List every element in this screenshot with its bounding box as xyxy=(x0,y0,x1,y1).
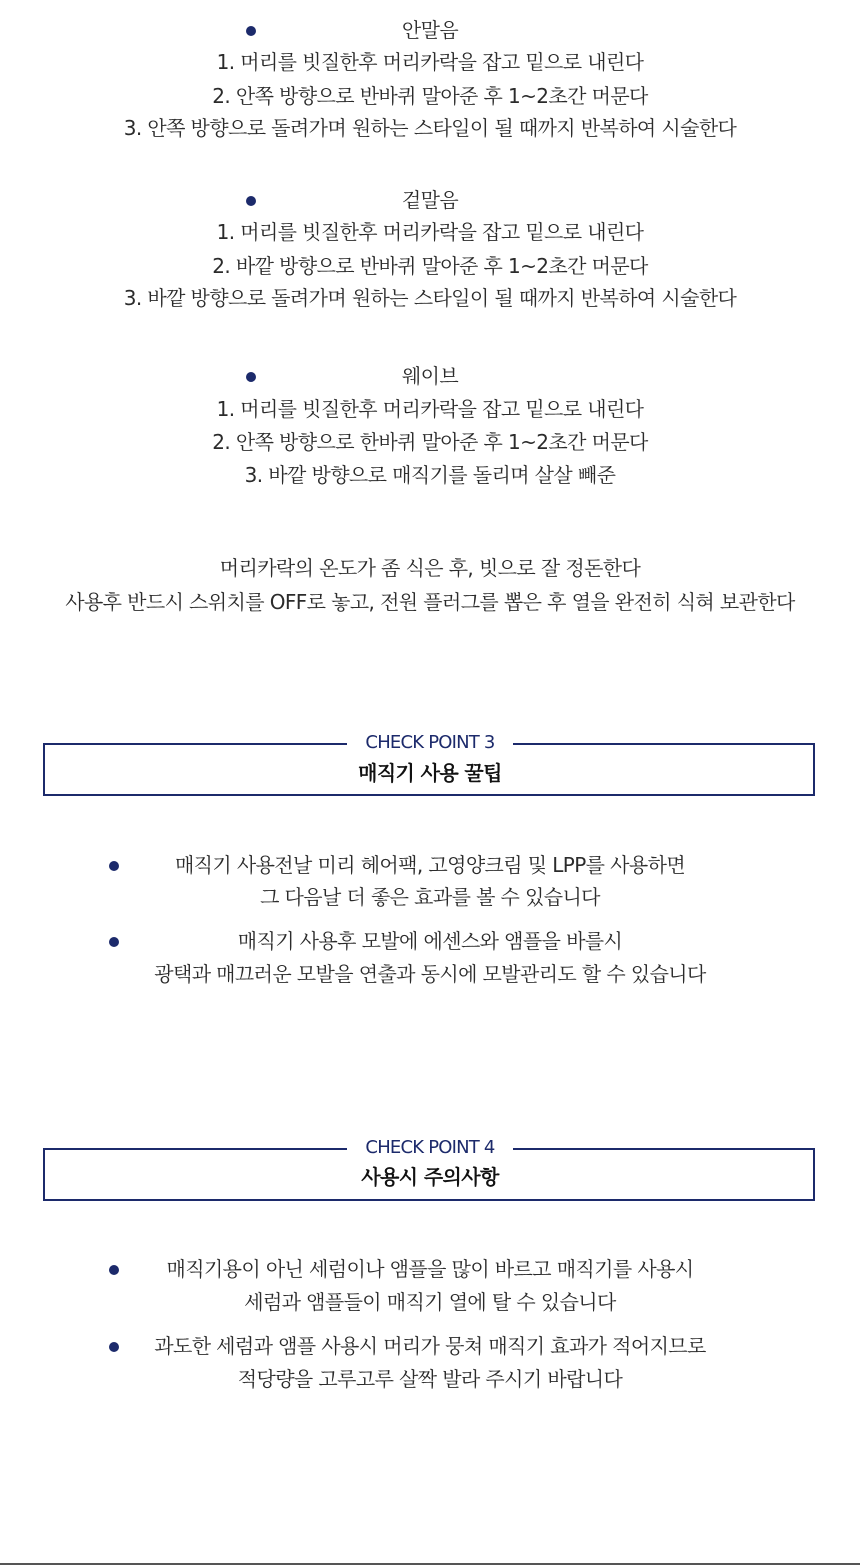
note-text: 머리카락의 온도가 좀 식은 후, 빗으로 잘 정돈한다 xyxy=(219,556,641,580)
tip-text: 매직기 사용전날 미리 헤어팩, 고영양크림 및 LPP를 사용하면 xyxy=(174,853,686,877)
style-step: 3. 안쪽 방향으로 돌려가며 원하는 스타일이 될 때까지 반복하여 시술한다 xyxy=(123,116,737,140)
tip-text: 그 다음날 더 좋은 효과를 볼 수 있습니다 xyxy=(260,885,600,909)
checkpoint-title: 사용시 주의사항 xyxy=(361,1165,499,1189)
caution-text: 매직기용이 아닌 세럼이나 앰플을 많이 바르고 매직기를 사용시 xyxy=(166,1257,694,1281)
checkpoint-label: CHECK POINT 4 xyxy=(347,1136,512,1160)
style-name-outer-curl: 겉말음 xyxy=(401,188,459,212)
checkpoint-label: CHECK POINT 3 xyxy=(347,731,512,755)
style-step: 3. 바깥 방향으로 돌려가며 원하는 스타일이 될 때까지 반복하여 시술한다 xyxy=(123,286,737,310)
tip-text: 매직기 사용후 모발에 에센스와 앰플을 바를시 xyxy=(237,929,623,953)
caution-text: 과도한 세럼과 앰플 사용시 머리가 뭉쳐 매직기 효과가 적어지므로 xyxy=(154,1334,706,1358)
checkpoint-label-wrap xyxy=(0,731,860,755)
style-name-wave: 웨이브 xyxy=(401,364,459,388)
style-step: 1. 머리를 빗질한후 머리카락을 잡고 밑으로 내린다 xyxy=(216,50,644,74)
caution-text: 적당량을 고루고루 살짝 발라 주시기 바랍니다 xyxy=(237,1367,623,1391)
note-text: 사용후 반드시 스위치를 OFF로 놓고, 전원 플러그를 뽑은 후 열을 완전히 식혀 보관한다 xyxy=(65,590,795,614)
style-step: 3. 바깥 방향으로 매직기를 돌리며 살살 빼준 xyxy=(244,463,616,487)
style-step: 2. 안쪽 방향으로 반바퀴 말아준 후 1~2초간 머문다 xyxy=(212,84,648,108)
checkpoint-title: 매직기 사용 꿀팁 xyxy=(358,761,502,785)
style-step: 2. 안쪽 방향으로 한바퀴 말아준 후 1~2초간 머문다 xyxy=(212,430,648,454)
caution-text: 세럼과 앰플들이 매직기 열에 탈 수 있습니다 xyxy=(244,1290,616,1314)
style-step: 1. 머리를 빗질한후 머리카락을 잡고 밑으로 내린다 xyxy=(216,397,644,421)
style-step: 2. 바깥 방향으로 반바퀴 말아준 후 1~2초간 머문다 xyxy=(212,254,648,278)
tip-text: 광택과 매끄러운 모발을 연출과 동시에 모발관리도 할 수 있습니다 xyxy=(154,962,706,986)
checkpoint-label-wrap xyxy=(0,1136,860,1160)
style-step: 1. 머리를 빗질한후 머리카락을 잡고 밑으로 내린다 xyxy=(216,220,644,244)
style-name-inner-curl: 안말음 xyxy=(401,18,459,42)
